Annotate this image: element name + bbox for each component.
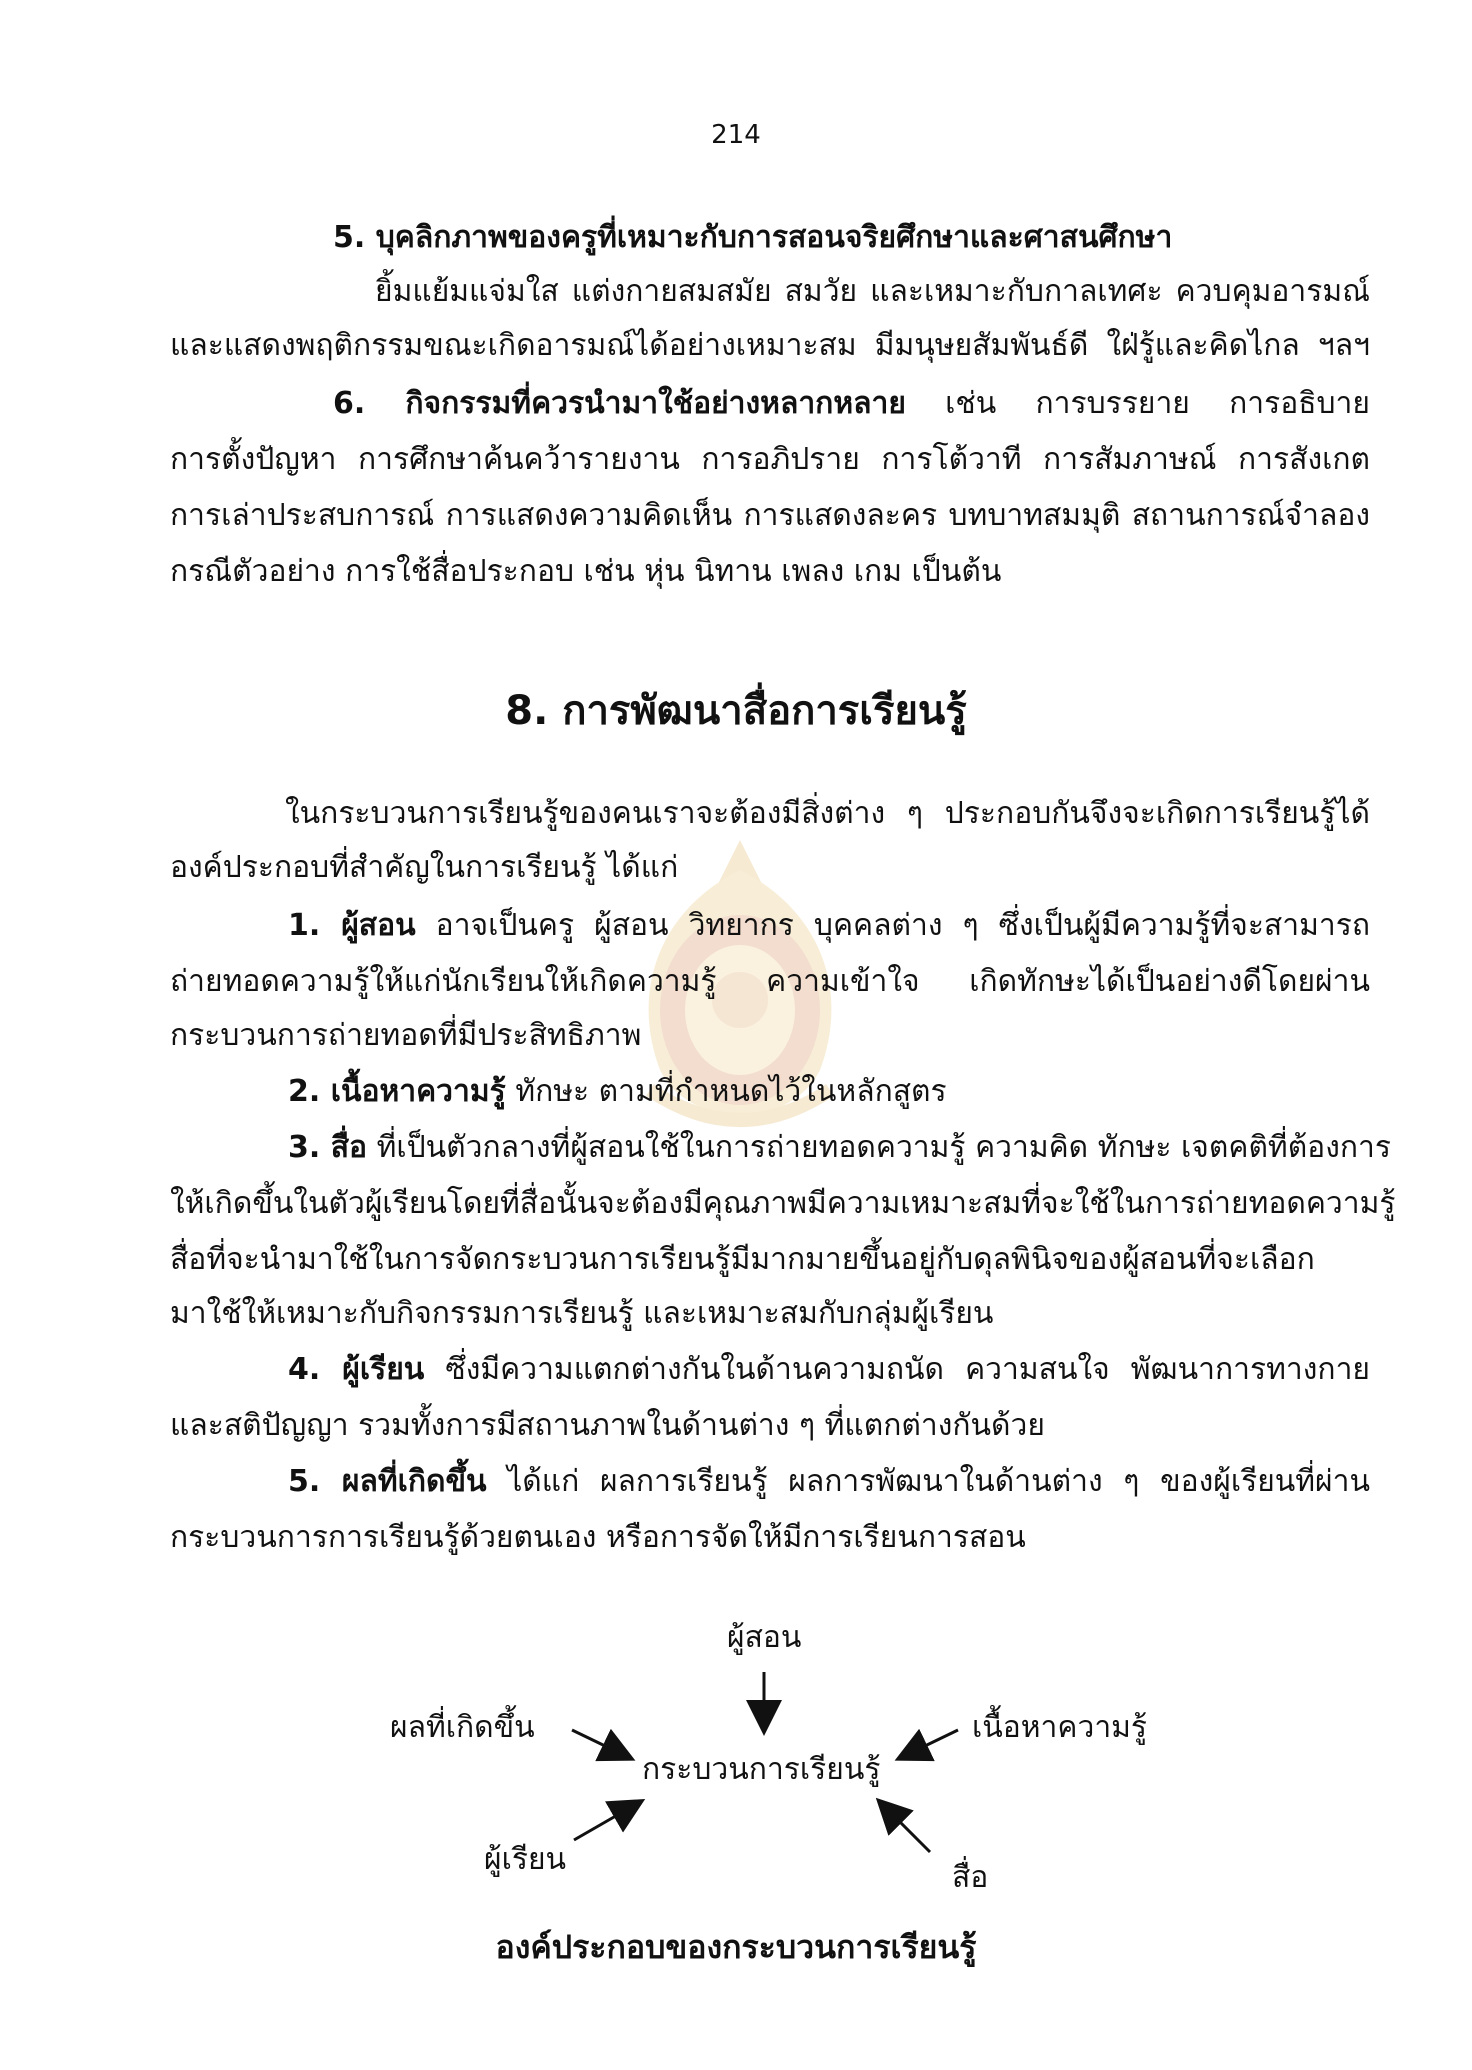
component3-line2: ให้เกิดขึ้นในตัวผู้เรียนโดยที่สื่อนั้นจะต้องมีคุณภาพมีความเหมาะสมที่จะใช้ในการถ่ายทอดความรู้ <box>170 1186 1396 1221</box>
component1-line3: กระบวนการถ่ายทอดที่มีประสิทธิภาพ <box>170 1018 642 1053</box>
component3-line1-rest: ที่เป็นตัวกลางที่ผู้สอนใช้ในการถ่ายทอดความรู้ ความคิด ทักษะ เจตคติที่ต้องการ <box>376 1130 1391 1165</box>
component5-line1 <box>288 1462 1370 1502</box>
component2-line1-rest: ทักษะ ตามที่กำหนดไว้ในหลักสูตร <box>515 1074 947 1109</box>
diagram-node-teacher: ผู้สอน <box>727 1620 802 1655</box>
component4-line1-rest: ซึ่งมีความแตกต่างกันในด้านความถนัด ความสนใจ พัฒนาการทางกาย <box>445 1352 1370 1387</box>
page-number: 214 <box>711 120 761 150</box>
component3-line4: มาใช้ให้เหมาะกับกิจกรรมการเรียนรู้ และเหมาะสมกับกลุ่มผู้เรียน <box>170 1296 994 1331</box>
component4-line2: และสติปัญญา รวมทั้งการมีสถานภาพในด้านต่าง ๆ ที่แตกต่างกันด้วย <box>170 1408 1045 1443</box>
component4-term: 4. ผู้เรียน <box>288 1352 425 1387</box>
component4-line1 <box>288 1350 1370 1390</box>
component3-line3: สื่อที่จะนำมาใช้ในการจัดกระบวนการเรียนรู้มีมากมายขึ้นอยู่กับดุลพินิจของผู้สอนที่จะเลือก <box>170 1242 1315 1277</box>
arrow-from-right <box>900 1730 958 1758</box>
component3-term: 3. สื่อ <box>288 1130 368 1165</box>
component3-line1 <box>288 1128 1391 1168</box>
item6-line1-rest: เช่น การบรรยาย การอธิบาย <box>945 386 1370 421</box>
diagram-node-content: เนื้อหาความรู้ <box>972 1710 1148 1745</box>
component5-term: 5. ผลที่เกิดขึ้น <box>288 1464 487 1499</box>
diagram-node-center: กระบวนการเรียนรู้ <box>642 1752 881 1787</box>
item6-line3: การเล่าประสบการณ์ การแสดงความคิดเห็น การแสดงละคร บทบาทสมมุติ สถานการณ์จำลอง <box>170 498 1370 533</box>
arrow-from-bottom-right <box>880 1802 930 1852</box>
component1-line2: ถ่ายทอดความรู้ให้แก่นักเรียนให้เกิดความรู้ ความเข้าใจ เกิดทักษะได้เป็นอย่างดีโดยผ่าน <box>170 964 1370 999</box>
component5-line1-rest: ได้แก่ ผลการเรียนรู้ ผลการพัฒนาในด้านต่าง ๆ ของผู้เรียนที่ผ่าน <box>507 1464 1370 1499</box>
item6-line2: การตั้งปัญหา การศึกษาค้นคว้ารายงาน การอภิปราย การโต้วาที การสัมภาษณ์ การสังเกต <box>170 442 1370 477</box>
item5-line2: และแสดงพฤติกรรมขณะเกิดอารมณ์ได้อย่างเหมาะสม มีมนุษยสัมพันธ์ดี ใฝ่รู้และคิดไกล ฯลฯ <box>170 328 1370 363</box>
item6-line1 <box>333 384 1370 424</box>
section-heading: 8. การพัฒนาสื่อการเรียนรู้ <box>505 688 967 734</box>
diagram-node-outcome: ผลที่เกิดขึ้น <box>390 1710 535 1745</box>
component1-line1-rest: อาจเป็นครู ผู้สอน วิทยากร บุคคลต่าง ๆ ซึ่งเป็นผู้มีความรู้ที่จะสามารถ <box>435 908 1370 943</box>
component2-line1 <box>288 1072 947 1112</box>
arrow-from-bottom-left <box>574 1802 640 1840</box>
item6-line4: กรณีตัวอย่าง การใช้สื่อประกอบ เช่น หุ่น นิทาน เพลง เกม เป็นต้น <box>170 554 1002 589</box>
diagram-node-media: สื่อ <box>952 1860 989 1895</box>
item5-heading: 5. บุคลิกภาพของครูที่เหมาะกับการสอนจริยศึกษาและศาสนศึกษา <box>333 220 1173 255</box>
component2-term: 2. เนื้อหาความรู้ <box>288 1074 506 1109</box>
component1-line1 <box>288 906 1370 946</box>
component5-line2: กระบวนการการเรียนรู้ด้วยตนเอง หรือการจัดให้มีการเรียนการสอน <box>170 1520 1026 1555</box>
diagram-node-learner: ผู้เรียน <box>484 1842 567 1877</box>
item6-heading: 6. กิจกรรมที่ควรนำมาใช้อย่างหลากหลาย <box>333 386 906 421</box>
item5-line1: ยิ้มแย้มแจ่มใส แต่งกายสมสมัย สมวัย และเหมาะกับกาลเทศะ ควบคุมอารมณ์ <box>375 274 1370 309</box>
intro-line1: ในกระบวนการเรียนรู้ของคนเราจะต้องมีสิ่งต่าง ๆ ประกอบกันจึงจะเกิดการเรียนรู้ได้ <box>285 796 1370 831</box>
arrow-from-left <box>572 1730 630 1758</box>
diagram-caption: องค์ประกอบของกระบวนการเรียนรู้ <box>495 1928 977 1966</box>
intro-line2: องค์ประกอบที่สำคัญในการเรียนรู้ ได้แก่ <box>170 850 679 885</box>
component1-term: 1. ผู้สอน <box>288 908 416 943</box>
